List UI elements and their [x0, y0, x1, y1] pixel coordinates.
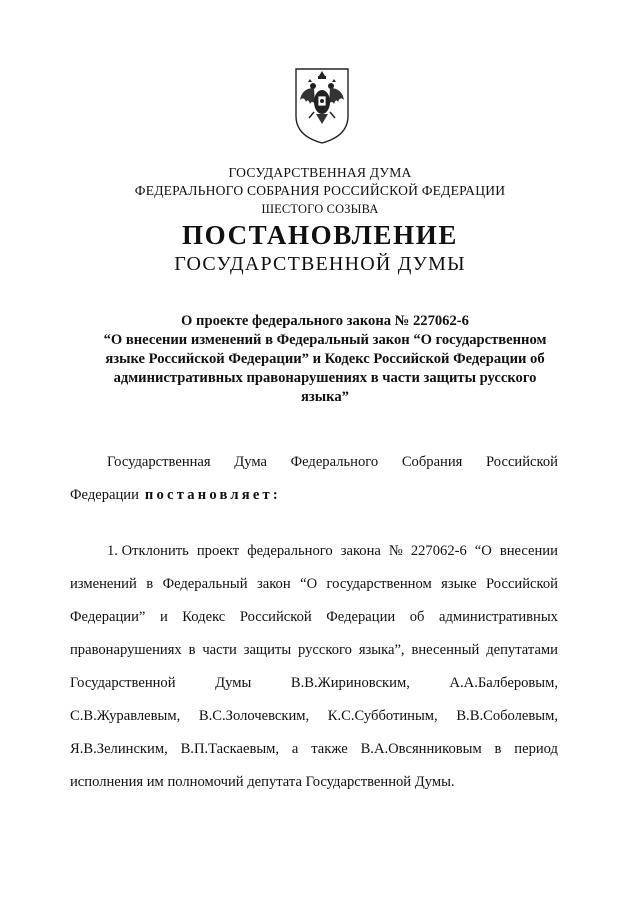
word: Российской — [486, 454, 558, 470]
word: Российской — [486, 576, 558, 592]
word: Российской — [239, 609, 312, 625]
document-type: ПОСТАНОВЛЕНИЕ — [182, 220, 458, 250]
word: период — [514, 741, 558, 757]
preamble — [70, 446, 558, 512]
word: Федерации — [326, 609, 396, 625]
subject-line: “О внесении изменений в Федеральный закон “О государственном — [103, 332, 547, 348]
item-1 — [70, 535, 558, 799]
word: депутатами — [486, 642, 558, 658]
word: изменений — [70, 576, 137, 592]
item-1-last-line: исполнения им полномочий депутата Государственной Думы. — [70, 774, 455, 790]
subject-heading — [70, 312, 580, 407]
word: Кодекс — [182, 609, 226, 625]
issuer-line-1: ГОСУДАРСТВЕННАЯ ДУМА — [228, 165, 412, 180]
word: Федерального — [290, 454, 379, 470]
item-1-line — [107, 535, 558, 568]
word: языке — [441, 576, 477, 592]
word: Думы — [215, 675, 252, 691]
word: Федерации — [70, 487, 139, 503]
subject-line: языке Российской Федерации” и Кодекс Российской Федерации об — [105, 351, 545, 367]
preamble-line-2 — [70, 479, 558, 512]
word: и — [159, 609, 168, 625]
word: № — [388, 543, 403, 559]
word: В.С.Золочевским, — [198, 708, 310, 724]
word: Я.В.Зелинским, — [70, 741, 168, 757]
item-1-line — [70, 733, 558, 766]
word: об — [409, 609, 425, 625]
word: “О — [474, 543, 492, 559]
item-1-line — [70, 667, 558, 700]
subject-line: языка” — [301, 389, 349, 405]
word: Федерации” — [70, 609, 146, 625]
preamble-line-1 — [107, 446, 558, 479]
word: Государственная — [107, 454, 211, 470]
word: закона — [340, 543, 381, 559]
word: внесении — [499, 543, 558, 559]
word: В.В.Соболевым, — [456, 708, 558, 724]
word: закон — [256, 576, 291, 592]
word: внесенный — [411, 642, 480, 658]
word: Дума — [234, 454, 267, 470]
item-1-line — [70, 568, 558, 601]
word: В.А.Овсянниковым — [360, 741, 482, 757]
word: проект — [196, 543, 240, 559]
word: языка”, — [358, 642, 405, 658]
word: государственном — [326, 576, 432, 592]
issuer-line-2: ФЕДЕРАЛЬНОГО СОБРАНИЯ РОССИЙСКОЙ ФЕДЕРАЦИИ — [134, 183, 506, 198]
word: а — [291, 741, 299, 757]
document-subtitle: ГОСУДАРСТВЕННОЙ ДУМЫ — [174, 253, 466, 275]
word: В.В.Жириновским, — [290, 675, 410, 691]
resolves-word: постановляет: — [144, 487, 281, 503]
word: административных — [438, 609, 558, 625]
word: В.П.Таскаевым, — [180, 741, 280, 757]
word: Собрания — [401, 454, 463, 470]
word: 227062-6 — [410, 543, 467, 559]
word: 1. Отклонить — [107, 543, 189, 559]
item-1-line — [70, 700, 558, 733]
coat-of-arms-icon — [292, 66, 352, 146]
subject-line: О проекте федерального закона № 227062-6 — [181, 313, 469, 329]
word: “О — [300, 576, 318, 592]
word: К.С.Субботиным, — [327, 708, 438, 724]
word: в — [188, 642, 196, 658]
issuer-line-3: ШЕСТОГО СОЗЫВА — [261, 202, 379, 216]
word: в — [494, 741, 502, 757]
word: в — [146, 576, 154, 592]
word: Федеральный — [162, 576, 248, 592]
item-1-line — [70, 601, 558, 634]
word: правонарушениях — [70, 642, 182, 658]
word: Государственной — [70, 675, 176, 691]
word: С.В.Журавлевым, — [70, 708, 181, 724]
word: А.А.Балберовым, — [449, 675, 558, 691]
item-1-line — [70, 634, 558, 667]
word: также — [311, 741, 348, 757]
word: федерального — [247, 543, 333, 559]
word: части — [202, 642, 237, 658]
word: защиты — [243, 642, 292, 658]
subject-line: административных правонарушениях в части защиты русского — [113, 370, 537, 386]
word: русского — [298, 642, 352, 658]
